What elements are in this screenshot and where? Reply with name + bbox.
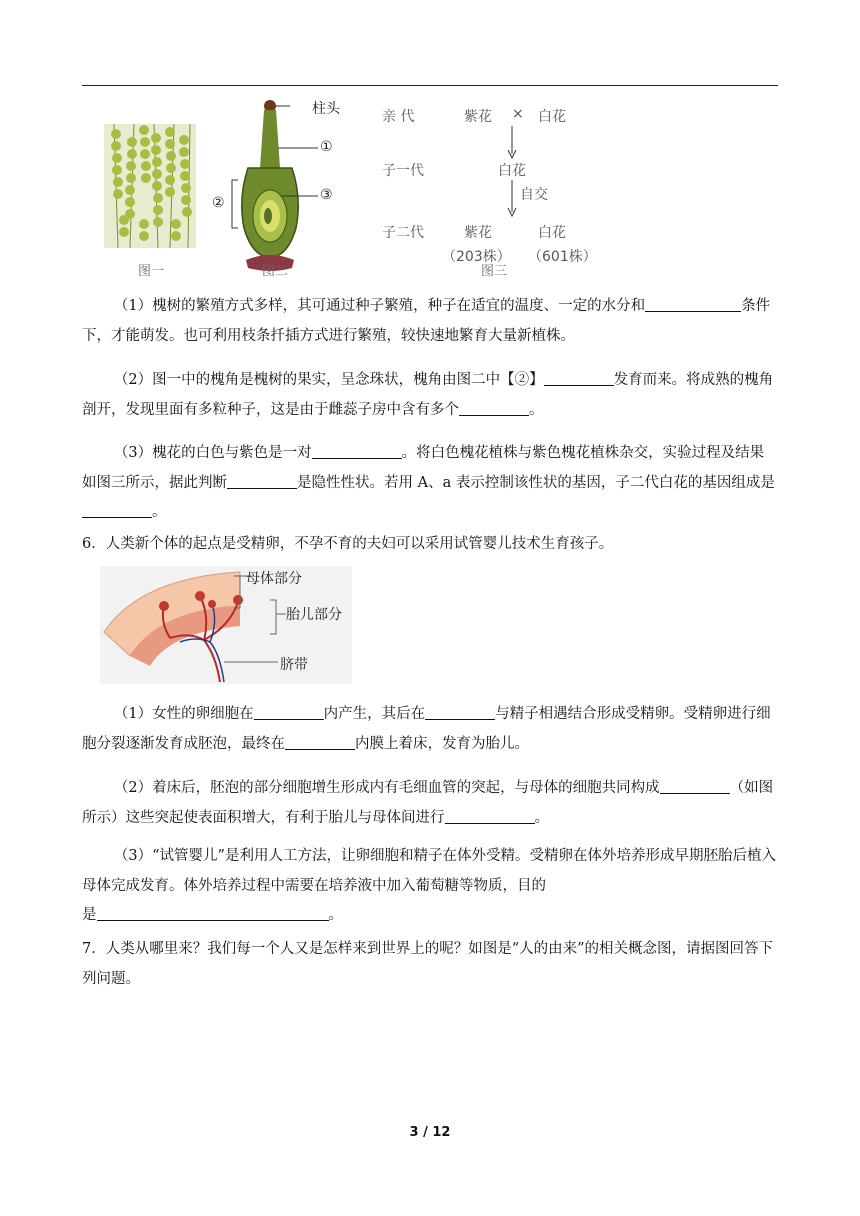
q6-part3-answer-line bbox=[82, 901, 778, 931]
f2-white: 白花 bbox=[538, 225, 566, 241]
figure-2-caption: 图二 bbox=[262, 264, 289, 279]
figure-2-pistil-diagram bbox=[208, 98, 368, 276]
q5-part2-text-b: 】 bbox=[529, 372, 544, 388]
placenta-diagram bbox=[100, 566, 352, 684]
q6-part2 bbox=[82, 774, 778, 833]
q5-blank-1[interactable] bbox=[645, 297, 741, 313]
figure-1-caption: 图一 bbox=[138, 264, 165, 279]
q5-blank-5[interactable] bbox=[227, 473, 297, 489]
fetal-part-label: 胎儿部分 bbox=[286, 607, 342, 623]
q5-part3 bbox=[82, 439, 778, 528]
q6-part3-text-b: 是 bbox=[82, 907, 97, 923]
q5-part2-text-d: 。 bbox=[529, 401, 544, 418]
figure-1-pods-image bbox=[104, 124, 196, 248]
q5-part1-text-a: （1）槐树的繁殖方式多样，其可通过种子繁殖，种子在适宜的温度、一定的水分和 bbox=[113, 298, 646, 314]
q6-part1-text-b: 内产生，其后在 bbox=[323, 706, 426, 722]
q5-blank-4[interactable] bbox=[312, 444, 402, 460]
q5-blank-2[interactable] bbox=[544, 371, 614, 387]
f2-white-count: （601株） bbox=[528, 249, 597, 265]
f1-white: 白花 bbox=[498, 163, 526, 179]
q6-blank-3[interactable] bbox=[285, 734, 355, 750]
q5-part2-text-a: （2）图一中的槐角是槐树的果实，呈念珠状，槐角由图二中【 bbox=[113, 372, 515, 388]
parent-generation-label: 亲 代 bbox=[382, 109, 415, 125]
label-2: ② bbox=[212, 195, 225, 211]
f2-purple: 紫花 bbox=[464, 225, 492, 241]
q5-part2 bbox=[82, 366, 778, 425]
header-rule bbox=[82, 85, 778, 86]
parent-purple: 紫花 bbox=[464, 109, 492, 125]
q5-part2-circle: ② bbox=[514, 372, 530, 388]
q5-part1-text-b: 条件下，才能萌发。也可利用枝条扦插方式进行繁殖，较快速地繁育大量新植株。 bbox=[82, 298, 771, 344]
q5-part3-text-a: （3）槐花的白色与紫色是一对 bbox=[113, 445, 312, 461]
maternal-part-label: 母体部分 bbox=[246, 571, 302, 587]
q5-part3-text-c: 是隐性性状。若用 A、a 表示控制该性状的基因，子二代白花的基因组成是 bbox=[297, 474, 775, 491]
f2-purple-count: （203株） bbox=[442, 249, 511, 265]
figure-3-cross-diagram bbox=[382, 106, 602, 276]
q6-part1 bbox=[82, 700, 778, 759]
q5-part2-text-c: 发育而来。将成熟的槐角剖开，发现里面有多粒种子，这是由于雌蕊子房中含有多个 bbox=[82, 372, 774, 418]
stigma-label: 柱头 bbox=[312, 101, 340, 117]
q5-part1 bbox=[82, 292, 778, 351]
q6-part3-text-c: 。 bbox=[328, 907, 343, 923]
q6-part1-text-d: 内膜上着床，发育为胎儿。 bbox=[355, 735, 529, 752]
label-1: ① bbox=[320, 139, 333, 155]
q6-stem: 6．人类新个体的起点是受精卵，不孕不育的夫妇可以采用试管婴儿技术生育孩子。 bbox=[82, 536, 614, 552]
q5-part3-text-d: 。 bbox=[152, 504, 167, 520]
f1-generation-label: 子一代 bbox=[382, 163, 424, 179]
q6-blank-5[interactable] bbox=[445, 808, 535, 824]
label-3: ③ bbox=[320, 187, 333, 203]
umbilical-cord-label: 脐带 bbox=[280, 657, 308, 673]
q6-blank-2[interactable] bbox=[425, 705, 495, 721]
f2-generation-label: 子二代 bbox=[382, 225, 424, 241]
q6-blank-1[interactable] bbox=[254, 705, 324, 721]
q6-part1-text-a: （1）女性的卵细胞在 bbox=[113, 706, 254, 722]
selfing-label: 自交 bbox=[520, 187, 548, 203]
q5-blank-3[interactable] bbox=[459, 400, 529, 416]
q5-part3-text-b: 。将白色槐花植株与紫色槐花植株杂交，实验过程及结果如图三所示，据此判断 bbox=[82, 445, 765, 491]
q6-part3 bbox=[82, 842, 778, 901]
q6-blank-4[interactable] bbox=[660, 779, 730, 795]
q6-part2-text-b: （如图所示）这些突起使表面积增大，有利于胎儿与母体间进行 bbox=[82, 780, 774, 826]
q7-stem: 7．人类从哪里来？我们每一个人又是怎样来到世界上的呢？如图是“人的由来”的相关概念图，请据图回答下列问题。 bbox=[82, 941, 774, 987]
page-number: 3 / 12 bbox=[409, 1125, 451, 1140]
q6-part2-text-a: （2）着床后，胚泡的部分细胞增生形成内有毛细血管的突起，与母体的细胞共同构成 bbox=[113, 780, 660, 796]
parent-white: 白花 bbox=[538, 109, 566, 125]
figure-3-caption: 图三 bbox=[481, 264, 508, 279]
q6-blank-6[interactable] bbox=[97, 906, 329, 922]
q6-part2-text-c: 。 bbox=[534, 809, 549, 826]
q6-part1-text-c: 与精子相遇结合形成受精卵。受精卵进行细胞分裂逐渐发育成胚泡，最终在 bbox=[82, 706, 771, 752]
q5-blank-6[interactable] bbox=[82, 503, 152, 519]
q6-part3-text-a: （3）“试管婴儿”是利用人工方法，让卵细胞和精子在体外受精。受精卵在体外培养形成早期胚胎后植入母体完成发育。体外培养过程中需要在培养液中加入葡萄糖等物质，目的 bbox=[82, 848, 776, 894]
cross-symbol: × bbox=[512, 106, 524, 122]
